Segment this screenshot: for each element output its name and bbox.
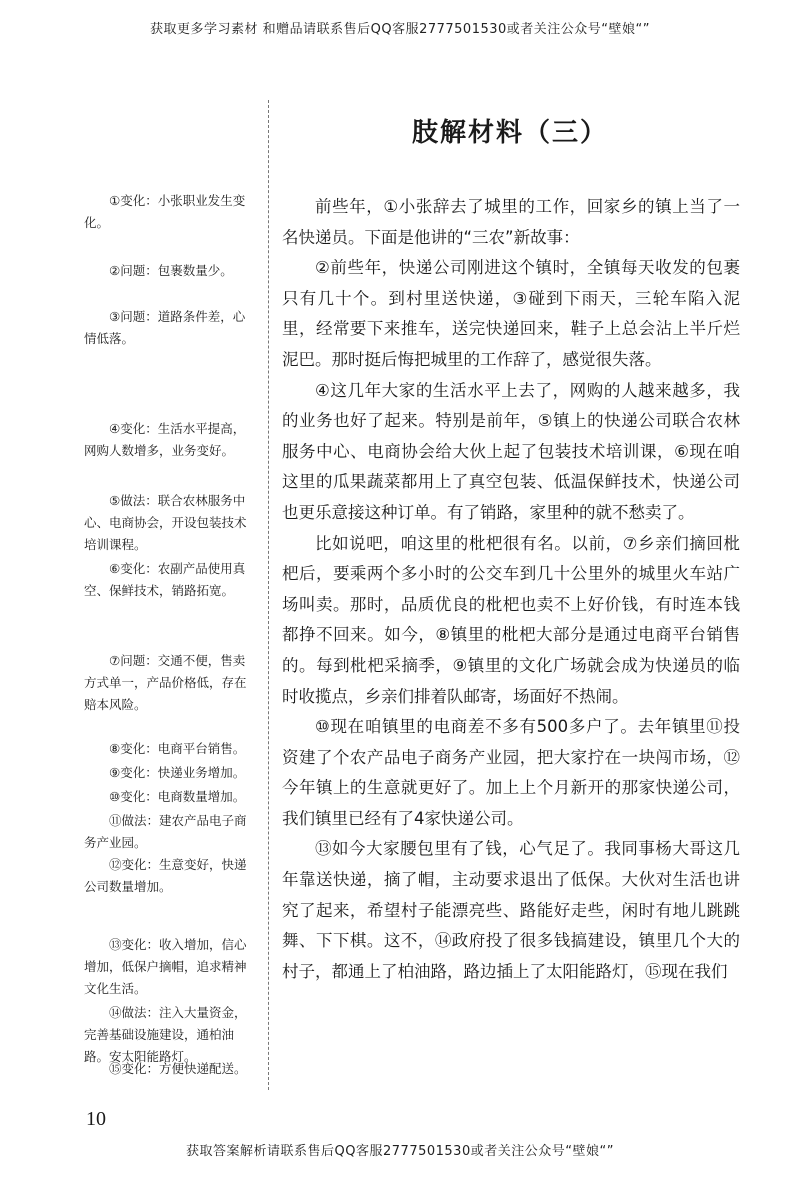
paragraph: ②前些年，快递公司刚进这个镇时，全镇每天收发的包裹只有几十个。到村里送快递，③碰到下雨天，三轮车陷入泥里，经常要下来推车，送完快递回来，鞋子上总会沾上半斤烂泥巴。那时挺后悔把城里的工作辞了，感觉很失落。 — [282, 258, 740, 369]
margin-note: ⑥变化：农副产品使用真空、保鲜技术，销路拓宽。 — [84, 561, 246, 598]
page-title: 肢解材料（三） — [411, 118, 608, 148]
margin-note: ⑤做法：联合农林服务中心、电商协会，开设包装技术培训课程。 — [84, 493, 247, 552]
column-divider — [268, 100, 269, 1090]
page-header: 获取更多学习素材 和赠品请联系售后QQ客服2777501530或者关注公众号“壁娘“” — [149, 22, 650, 37]
margin-note: ②问题：包裹数量少。 — [109, 263, 233, 278]
margin-note: ⑨变化：快递业务增加。 — [109, 765, 246, 780]
page-footer: 获取答案解析请联系售后QQ客服2777501530或者关注公众号“壁娘“” — [186, 1144, 614, 1159]
paragraph: 比如说吧，咱这里的枇杷很有名。以前，⑦乡亲们摘回枇杷后，要乘两个多小时的公交车到几十公里外的城里火车站广场叫卖。那时，品质优良的枇杷也卖不上好价钱，有时连本钱都挣不回来。如今，⑧镇里的枇杷大部分是通过电商平台销售的。每到枇杷采摘季，⑨镇里的文化广场就会成为快递员的临时收揽点，乡亲们排着队邮寄，场面好不热闹。 — [282, 533, 740, 706]
margin-note: ⑩变化：电商数量增加。 — [109, 789, 246, 804]
margin-note: ⑪做法：建农产品电子商务产业园。 — [84, 813, 247, 850]
paragraph: ④这几年大家的生活水平上去了，网购的人越来越多，我的业务也好了起来。特别是前年，⑤镇上的快递公司联合农林服务中心、电商协会给大伙上起了包装技术培训课，⑥现在咱这里的瓜果蔬菜都用上了真空包装、低温保鲜技术，快递公司也更乐意接这种订单。有了销路，家里种的就不愁卖了。 — [282, 380, 740, 522]
margin-note: ③问题：道路条件差，心情低落。 — [84, 309, 246, 346]
margin-note: ①变化：小张职业发生变化。 — [84, 193, 246, 230]
page-number: 10 — [86, 1108, 106, 1130]
paragraph: ⑩现在咱镇里的电商差不多有500多户了。去年镇里⑪投资建了个农产品电子商务产业园，把大家拧在一块闯市场，⑫今年镇上的生意就更好了。加上上个月新开的那家快递公司，我们镇里已经有了4家快递公司。 — [282, 717, 740, 828]
margin-note: ⑫变化：生意变好，快递公司数量增加。 — [84, 857, 247, 894]
paragraph: ⑬如今大家腰包里有了钱，心气足了。我同事杨大哥这几年靠送快递，摘了帽，主动要求退出了低保。大伙对生活也讲究了起来，希望村子能漂亮些、路能好走些，闲时有地儿跳跳舞、下下棋。这不，⑭政府投了很多钱搞建设，镇里几个大的村子，都通上了柏油路，路边插上了太阳能路灯，⑮现在我们 — [282, 839, 740, 981]
margin-note: ⑮变化：方便快递配送。 — [109, 1061, 247, 1076]
margin-note: ⑧变化：电商平台销售。 — [109, 741, 246, 756]
margin-note: ④变化：生活水平提高，网购人数增多，业务变好。 — [84, 421, 246, 458]
article-body — [282, 192, 740, 987]
margin-note: ⑦问题：交通不便，售卖方式单一，产品价格低，存在赔本风险。 — [84, 653, 247, 712]
margin-note: ⑬变化：收入增加，信心增加，低保户摘帽，追求精神文化生活。 — [84, 937, 247, 996]
margin-note: ⑭做法：注入大量资金，完善基础设施建设，通柏油路。安太阳能路灯。 — [84, 1005, 247, 1064]
paragraph: 前些年，①小张辞去了城里的工作，回家乡的镇上当了一名快递员。下面是他讲的“三农”新故事： — [282, 197, 740, 247]
